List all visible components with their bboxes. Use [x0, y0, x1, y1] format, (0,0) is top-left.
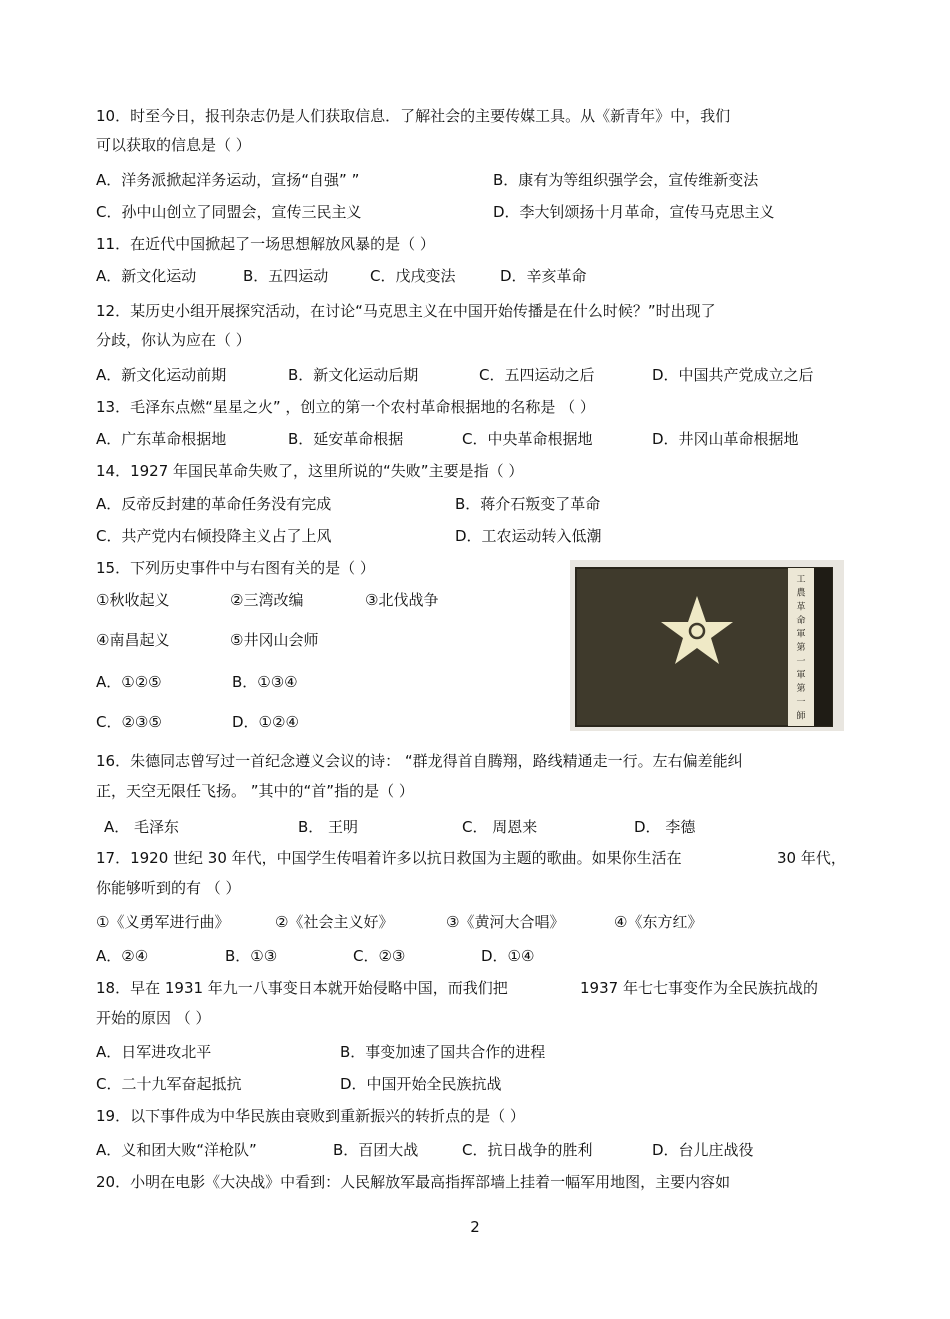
q14-option-a: A．反帝反封建的革命任务没有完成	[96, 495, 332, 513]
flag-character: 師	[796, 711, 806, 722]
q15-option-c: C．②③⑤	[96, 713, 162, 731]
q14-option-c: C．共产党内右倾投降主义占了上风	[96, 527, 332, 545]
q12-stem-line1: 12．某历史小组开展探究活动，在讨论“马克思主义在中国开始传播是在什么时候？”时出现了	[96, 302, 716, 320]
q18-stem-line2: 开始的原因 （ ）	[96, 1009, 211, 1027]
q16-stem-line2: 正，天空无限任飞扬。 ”其中的“首”指的是（ ）	[96, 782, 414, 800]
flag-character: 第	[796, 643, 806, 654]
q15-item-1: ①秋收起义	[96, 591, 170, 609]
q10-option-d: D．李大钊颂扬十月革命，宣传马克思主义	[493, 203, 775, 221]
q10-stem-line2: 可以获取的信息是（ ）	[96, 136, 251, 154]
q16-option-b: B． 王明	[298, 818, 359, 836]
q18-stem-line1-end: 1937 年七七事变作为全民族抗战的	[580, 979, 818, 997]
q11-option-c: C．戊戌变法	[370, 267, 456, 285]
q15-item-3: ③北伐战争	[365, 591, 439, 609]
q12-option-a: A．新文化运动前期	[96, 366, 227, 384]
q17-stem-line1: 17．1920 世纪 30 年代，中国学生传唱着许多以抗日救国为主题的歌曲。如果你生活在	[96, 849, 682, 867]
q15-option-d: D．①②④	[232, 713, 299, 731]
q13-option-c: C．中央革命根据地	[462, 430, 593, 448]
flag-character: 工	[796, 575, 806, 585]
q12-option-b: B．新文化运动后期	[288, 366, 419, 384]
q19-option-d: D．台儿庄战役	[652, 1141, 754, 1159]
q12-option-d: D．中国共产党成立之后	[652, 366, 814, 384]
q17-stem-line2: 你能够听到的有 （ ）	[96, 879, 241, 897]
q10-option-a: A．洋务派掀起洋务运动，宣扬“自强” ”	[96, 171, 360, 189]
q19-option-a: A．义和团大败“洋枪队”	[96, 1141, 257, 1159]
q15-option-a: A．①②⑤	[96, 673, 162, 691]
q17-option-a: A．②④	[96, 947, 149, 965]
flag-character: 第	[796, 684, 806, 695]
q11-option-b: B．五四运动	[243, 267, 329, 285]
q17-option-c: C．②③	[353, 947, 406, 965]
q18-stem-line1: 18．早在 1931 年九一八事变日本就开始侵略中国，而我们把	[96, 979, 508, 997]
q15-item-5: ⑤井冈山会师	[230, 631, 319, 649]
flag-character: 軍	[796, 670, 806, 681]
q19-stem: 19．以下事件成为中华民族由衰败到重新振兴的转折点的是（ ）	[96, 1107, 525, 1125]
q14-stem: 14．1927 年国民革命失败了，这里所说的“失败”主要是指（ ）	[96, 462, 524, 480]
q18-option-d: D．中国开始全民族抗战	[340, 1075, 502, 1093]
q18-option-a: A．日军进攻北平	[96, 1043, 212, 1061]
flag-character: 一	[796, 697, 806, 708]
q14-option-d: D．工农运动转入低潮	[455, 527, 602, 545]
q16-option-a: A． 毛泽东	[104, 818, 180, 836]
q11-stem: 11．在近代中国掀起了一场思想解放风暴的是（ ）	[96, 235, 435, 253]
flag-character: 一	[796, 656, 806, 667]
q13-option-a: A．广东革命根据地	[96, 430, 227, 448]
q15-item-4: ④南昌起义	[96, 631, 170, 649]
q15-stem: 15．下列历史事件中与右图有关的是（ ）	[96, 559, 375, 577]
q19-option-b: B．百团大战	[333, 1141, 419, 1159]
flag-character: 農	[796, 588, 806, 599]
q16-stem-line1: 16．朱德同志曾写过一首纪念遵义会议的诗： “群龙得首自腾翔，路线精通走一行。左右偏差能纠	[96, 752, 743, 770]
q14-option-b: B．蒋介石叛变了革命	[455, 495, 601, 513]
flag-graphic	[570, 560, 844, 731]
page-number: 2	[470, 1218, 480, 1236]
q11-option-a: A．新文化运动	[96, 267, 197, 285]
q10-option-c: C．孙中山创立了同盟会，宣传三民主义	[96, 203, 362, 221]
q17-option-d: D．①④	[481, 947, 535, 965]
q17-item-1: ①《义勇军进行曲》	[96, 913, 230, 931]
q17-item-4: ④《东方红》	[614, 913, 703, 931]
flag-character: 革	[796, 602, 806, 613]
q11-option-d: D．辛亥革命	[500, 267, 587, 285]
q15-item-2: ②三湾改编	[230, 591, 304, 609]
flag-character: 命	[796, 615, 806, 626]
q16-option-d: D． 李德	[634, 818, 696, 836]
q13-option-d: D．井冈山革命根据地	[652, 430, 799, 448]
q17-item-3: ③《黄河大合唱》	[446, 913, 565, 931]
q13-stem: 13．毛泽东点燃“星星之火” ，创立的第一个农村革命根据地的名称是 （ ）	[96, 398, 595, 416]
q19-option-c: C．抗日战争的胜利	[462, 1141, 593, 1159]
q13-option-b: B．延安革命根据	[288, 430, 404, 448]
flag-unit-name	[796, 574, 805, 721]
q17-option-b: B．①③	[225, 947, 278, 965]
q17-stem-line1-end: 30 年代，	[777, 849, 846, 867]
q18-option-b: B．事变加速了国共合作的进程	[340, 1043, 546, 1061]
q12-option-c: C．五四运动之后	[479, 366, 595, 384]
q18-option-c: C．二十九军奋起抵抗	[96, 1075, 242, 1093]
q15-option-b: B．①③④	[232, 673, 298, 691]
flag-character: 軍	[796, 629, 806, 640]
q10-stem-line1: 10．时至今日，报刊杂志仍是人们获取信息．了解社会的主要传媒工具。从《新青年》中，我们	[96, 107, 731, 125]
red-army-flag-image	[570, 560, 844, 731]
q17-item-2: ②《社会主义好》	[275, 913, 394, 931]
q10-option-b: B．康有为等组织强学会，宣传维新变法	[493, 171, 759, 189]
q16-option-c: C． 周恩来	[462, 818, 538, 836]
q12-stem-line2: 分歧，你认为应在（ ）	[96, 331, 251, 349]
q20-stem: 20．小明在电影《大决战》中看到：人民解放军最高指挥部墙上挂着一幅军用地图，主要内容如	[96, 1173, 731, 1191]
